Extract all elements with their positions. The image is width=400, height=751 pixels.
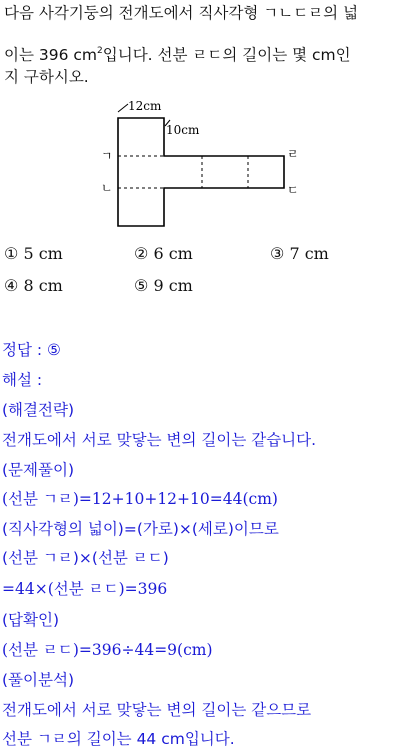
solving-heading: (문제풀이): [2, 461, 74, 479]
solving-step-1: (선분 ㄱㄹ)=12+10+12+10=44(cm): [2, 490, 278, 508]
question-line-1: 다음 사각기둥의 전개도에서 직사각형 ㄱㄴㄷㄹ의 넓: [4, 4, 359, 22]
option-1: [4, 244, 63, 264]
option-2: [134, 244, 193, 264]
label-nieun: ㄴ: [101, 181, 113, 195]
label-10cm: 10cm: [166, 123, 200, 137]
net-outline: [118, 118, 284, 226]
solving-step-4: =44×(선분 ㄹㄷ)=396: [2, 580, 168, 598]
question-line-2-end: 입니다. 선분 ㄹㄷ의 길이는 몇 cm인: [102, 46, 351, 64]
answer-line: 정답 : ⑤: [2, 341, 61, 359]
unit-superscript: 2: [97, 46, 103, 56]
option-4-text: 8 cm: [23, 276, 63, 295]
option-4-mark: ④: [4, 276, 19, 295]
option-5: [134, 276, 193, 296]
solving-step-2: (직사각형의 넓이)=(가로)×(세로)이므로: [2, 520, 279, 538]
analysis-heading: (풀이분석): [2, 671, 74, 689]
strategy-heading: (해결전략): [2, 401, 74, 419]
check-heading: (답확인): [2, 611, 60, 629]
option-4: [4, 276, 63, 296]
analysis-text-2: 선분 ㄱㄹ의 길이는 44 cm입니다.: [2, 730, 235, 748]
label-12cm: 12cm: [128, 99, 162, 113]
label-giyeok: ㄱ: [101, 149, 113, 163]
option-5-text: 9 cm: [153, 276, 193, 295]
label-digeut: ㄷ: [287, 183, 299, 197]
analysis-text-1: 전개도에서 서로 맞닿는 변의 길이는 같으므로: [2, 701, 312, 719]
label-rieul: ㄹ: [287, 147, 299, 161]
question-line-2: [4, 40, 351, 66]
option-1-mark: ①: [4, 244, 19, 263]
option-2-mark: ②: [134, 244, 149, 263]
question-line-2-start: 이는 396 cm: [4, 46, 98, 64]
check-text: (선분 ㄹㄷ)=396÷44=9(cm): [2, 641, 213, 659]
option-3-mark: ③: [270, 244, 285, 263]
option-3: [270, 244, 329, 264]
option-1-text: 5 cm: [23, 244, 63, 263]
option-2-text: 6 cm: [153, 244, 193, 263]
prism-net-figure: [88, 96, 318, 231]
question-line-3: 지 구하시오.: [4, 68, 89, 86]
option-3-text: 7 cm: [289, 244, 329, 263]
option-5-mark: ⑤: [134, 276, 149, 295]
solving-step-3: (선분 ㄱㄹ)×(선분 ㄹㄷ): [2, 549, 169, 567]
label-12cm-leader: [118, 104, 128, 112]
strategy-text: 전개도에서 서로 맞닿는 변의 길이는 같습니다.: [2, 431, 317, 449]
explanation-heading: 해설 :: [2, 371, 43, 389]
